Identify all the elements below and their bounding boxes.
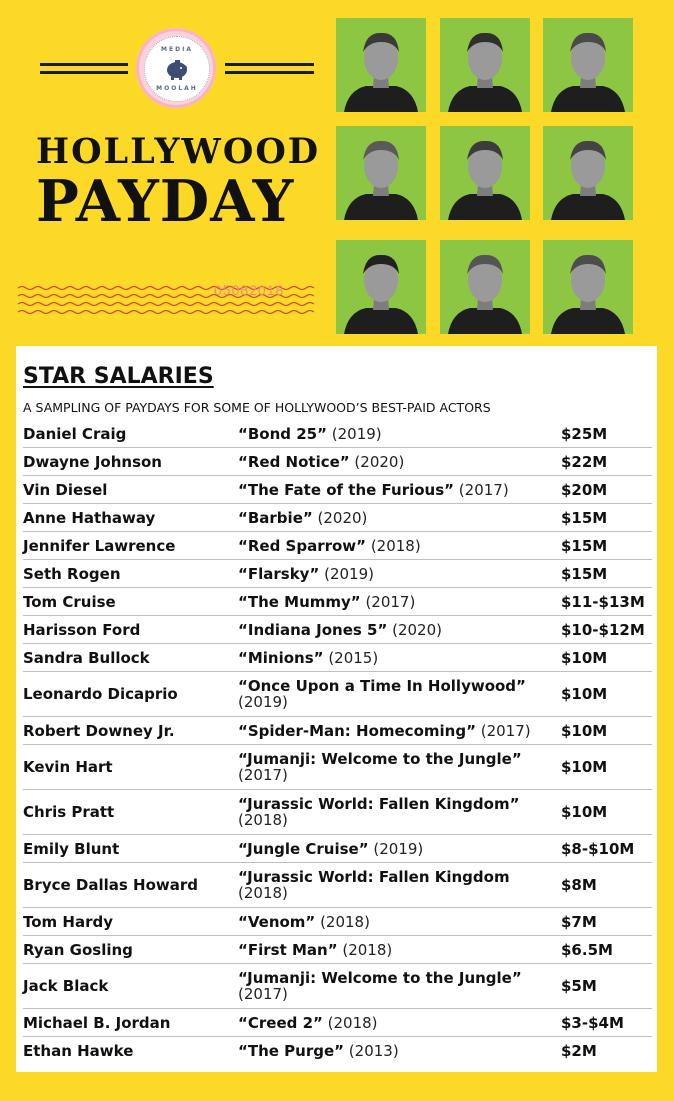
film-title: “Creed 2” xyxy=(238,1013,323,1032)
salary-amount: $15M xyxy=(561,564,608,583)
salary-row xyxy=(23,964,652,1009)
actor-name: Jack Black xyxy=(23,977,109,995)
actor-name: Tom Cruise xyxy=(23,592,116,611)
actor-name: Kevin Hart xyxy=(23,758,113,776)
portrait-silhouette xyxy=(336,126,426,220)
film-title: “Bond 25” xyxy=(238,424,327,443)
film-title: “Venom” xyxy=(238,912,316,931)
salary-amount: $8M xyxy=(561,876,597,894)
film-title: “Flarsky” xyxy=(238,564,320,583)
film-year: (2017) xyxy=(458,480,509,499)
salary-amount: $11-$13M xyxy=(561,592,645,611)
film-title: “Red Sparrow” xyxy=(238,536,367,555)
film-title: “The Fate of the Furious” xyxy=(238,480,455,499)
film-year: (2018) xyxy=(342,940,393,959)
actor-name: Jennifer Lawrence xyxy=(23,536,176,555)
film-cell xyxy=(238,964,558,1008)
salary-amount: $6.5M xyxy=(561,940,613,959)
film-cell xyxy=(238,588,558,615)
title-payday: PAYDAY xyxy=(36,168,295,235)
film-cell xyxy=(238,1037,558,1065)
actor-name: Anne Hathaway xyxy=(23,508,156,527)
film-year: (2018) xyxy=(238,811,288,829)
actor-name: Bryce Dallas Howard xyxy=(23,876,198,894)
salary-row xyxy=(23,835,652,863)
badge-bottom-text: MOOLAH xyxy=(156,85,198,92)
portrait-silhouette xyxy=(440,18,530,112)
actor-name: Robert Downey Jr. xyxy=(23,721,175,740)
salary-amount: $20M xyxy=(561,480,608,499)
salary-row xyxy=(23,504,652,532)
salary-amount: $3-$4M xyxy=(561,1013,624,1032)
rule-left-bottom xyxy=(40,71,128,74)
actor-name: Harisson Ford xyxy=(23,620,141,639)
salary-row xyxy=(23,745,652,790)
salary-row xyxy=(23,936,652,964)
film-year: (2015) xyxy=(328,648,379,667)
film-cell xyxy=(238,560,558,587)
film-title: “Jurassic World: Fallen Kingdom xyxy=(238,868,510,886)
badge-top-text: MEDIA xyxy=(161,46,193,53)
actor-photo xyxy=(440,18,530,112)
film-cell xyxy=(238,936,558,963)
film-title: “Red Notice” xyxy=(238,452,350,471)
portrait-silhouette xyxy=(543,126,633,220)
film-cell xyxy=(238,532,558,559)
salary-amount: $2M xyxy=(561,1042,597,1060)
film-title: “Jumanji: Welcome to the Jungle” xyxy=(238,969,522,987)
date-stamp: 05082018 xyxy=(214,282,285,298)
actor-photo xyxy=(440,126,530,220)
salary-table xyxy=(16,420,657,1065)
actor-photo xyxy=(543,126,633,220)
portrait-silhouette xyxy=(543,18,633,112)
film-cell xyxy=(238,863,558,907)
film-year: (2017) xyxy=(365,592,416,611)
actor-name: Leonardo Dicaprio xyxy=(23,685,178,703)
film-year: (2017) xyxy=(480,721,531,740)
film-cell xyxy=(238,908,558,935)
salary-amount: $10-$12M xyxy=(561,620,645,639)
actor-photo xyxy=(336,240,426,334)
portrait-silhouette xyxy=(440,126,530,220)
film-year: (2018) xyxy=(238,884,288,902)
film-year: (2019) xyxy=(324,564,374,583)
salary-row xyxy=(23,717,652,745)
salary-row xyxy=(23,560,652,588)
film-year: (2020) xyxy=(392,620,442,639)
salary-amount: $10M xyxy=(561,803,608,821)
actor-name: Daniel Craig xyxy=(23,424,127,443)
salary-row xyxy=(23,644,652,672)
film-title: “Once Upon a Time In Hollywood” xyxy=(238,677,526,695)
title-hollywood: HOLLYWOOD xyxy=(36,131,321,172)
film-year: (2019) xyxy=(331,424,382,443)
film-year: (2018) xyxy=(370,536,421,555)
rule-right-top xyxy=(225,63,314,66)
film-year: (2018) xyxy=(320,912,370,931)
salary-amount: $7M xyxy=(561,912,597,931)
film-cell xyxy=(238,448,558,475)
film-cell xyxy=(238,835,558,862)
salary-row xyxy=(23,672,652,717)
rule-right-bottom xyxy=(225,71,314,74)
actor-name: Seth Rogen xyxy=(23,564,121,583)
panel-subtitle: A SAMPLING OF PAYDAYS FOR SOME OF HOLLYWOOD’S BEST-PAID ACTORS xyxy=(23,400,491,415)
header xyxy=(0,0,674,346)
salary-amount: $22M xyxy=(561,452,608,471)
film-cell xyxy=(238,717,558,744)
salary-row xyxy=(23,1037,652,1065)
actor-name: Emily Blunt xyxy=(23,839,120,858)
salary-row xyxy=(23,790,652,835)
actor-name: Dwayne Johnson xyxy=(23,452,162,471)
piggy-bank-icon xyxy=(164,57,190,81)
film-year: (2018) xyxy=(327,1013,378,1032)
salary-amount: $10M xyxy=(561,758,608,776)
actor-name: Michael B. Jordan xyxy=(23,1013,171,1032)
portrait-silhouette xyxy=(543,240,633,334)
actor-name: Sandra Bullock xyxy=(23,648,150,667)
film-year: (2019) xyxy=(373,839,424,858)
actor-name: Ryan Gosling xyxy=(23,940,133,959)
star-salaries-panel xyxy=(16,346,657,1072)
salary-row xyxy=(23,448,652,476)
badge-inner xyxy=(144,36,210,102)
film-title: “The Mummy” xyxy=(238,592,361,611)
actor-name: Chris Pratt xyxy=(23,803,115,821)
film-title: “Minions” xyxy=(238,648,324,667)
film-year: (2020) xyxy=(354,452,405,471)
film-title: “Jurassic World: Fallen Kingdom” xyxy=(238,795,520,813)
film-title: “Indiana Jones 5” xyxy=(238,620,388,639)
salary-row xyxy=(23,863,652,908)
film-year: (2017) xyxy=(238,766,288,784)
film-cell xyxy=(238,616,558,643)
salary-amount: $15M xyxy=(561,508,608,527)
salary-amount: $15M xyxy=(561,536,608,555)
portrait-silhouette xyxy=(440,240,530,334)
actor-photo xyxy=(543,240,633,334)
salary-row xyxy=(23,1009,652,1037)
rule-left-top xyxy=(40,63,128,66)
actor-name: Tom Hardy xyxy=(23,912,113,931)
film-title: “Barbie” xyxy=(238,508,313,527)
film-cell xyxy=(238,420,558,447)
salary-amount: $10M xyxy=(561,648,608,667)
film-cell xyxy=(238,644,558,671)
film-title: “Spider-Man: Homecoming” xyxy=(238,721,476,740)
salary-row xyxy=(23,908,652,936)
film-year: (2019) xyxy=(238,693,288,711)
panel-title: STAR SALARIES xyxy=(23,364,214,389)
salary-row xyxy=(23,476,652,504)
film-title: “Jungle Cruise” xyxy=(238,839,369,858)
film-title: “First Man” xyxy=(238,940,338,959)
salary-amount: $10M xyxy=(561,721,608,740)
salary-amount: $8-$10M xyxy=(561,839,635,858)
film-year: (2013) xyxy=(348,1042,399,1060)
film-cell xyxy=(238,790,558,834)
media-moolah-badge xyxy=(136,28,216,108)
portrait-silhouette xyxy=(336,18,426,112)
film-cell xyxy=(238,1009,558,1036)
salary-amount: $5M xyxy=(561,977,597,995)
actor-photo xyxy=(440,240,530,334)
actor-name: Ethan Hawke xyxy=(23,1042,134,1060)
salary-amount: $10M xyxy=(561,685,608,703)
film-year: (2017) xyxy=(238,985,288,1003)
salary-row xyxy=(23,532,652,560)
film-year: (2020) xyxy=(317,508,368,527)
film-cell xyxy=(238,476,558,503)
salary-amount: $25M xyxy=(561,424,608,443)
film-title: “The Purge” xyxy=(238,1042,345,1060)
actor-photo xyxy=(336,18,426,112)
film-cell xyxy=(238,672,558,716)
portrait-silhouette xyxy=(336,240,426,334)
salary-row xyxy=(23,420,652,448)
actor-name: Vin Diesel xyxy=(23,480,108,499)
film-cell xyxy=(238,504,558,531)
actor-photo xyxy=(336,126,426,220)
salary-row xyxy=(23,616,652,644)
film-cell xyxy=(238,745,558,789)
film-title: “Jumanji: Welcome to the Jungle” xyxy=(238,750,522,768)
actor-photo xyxy=(543,18,633,112)
salary-row xyxy=(23,588,652,616)
